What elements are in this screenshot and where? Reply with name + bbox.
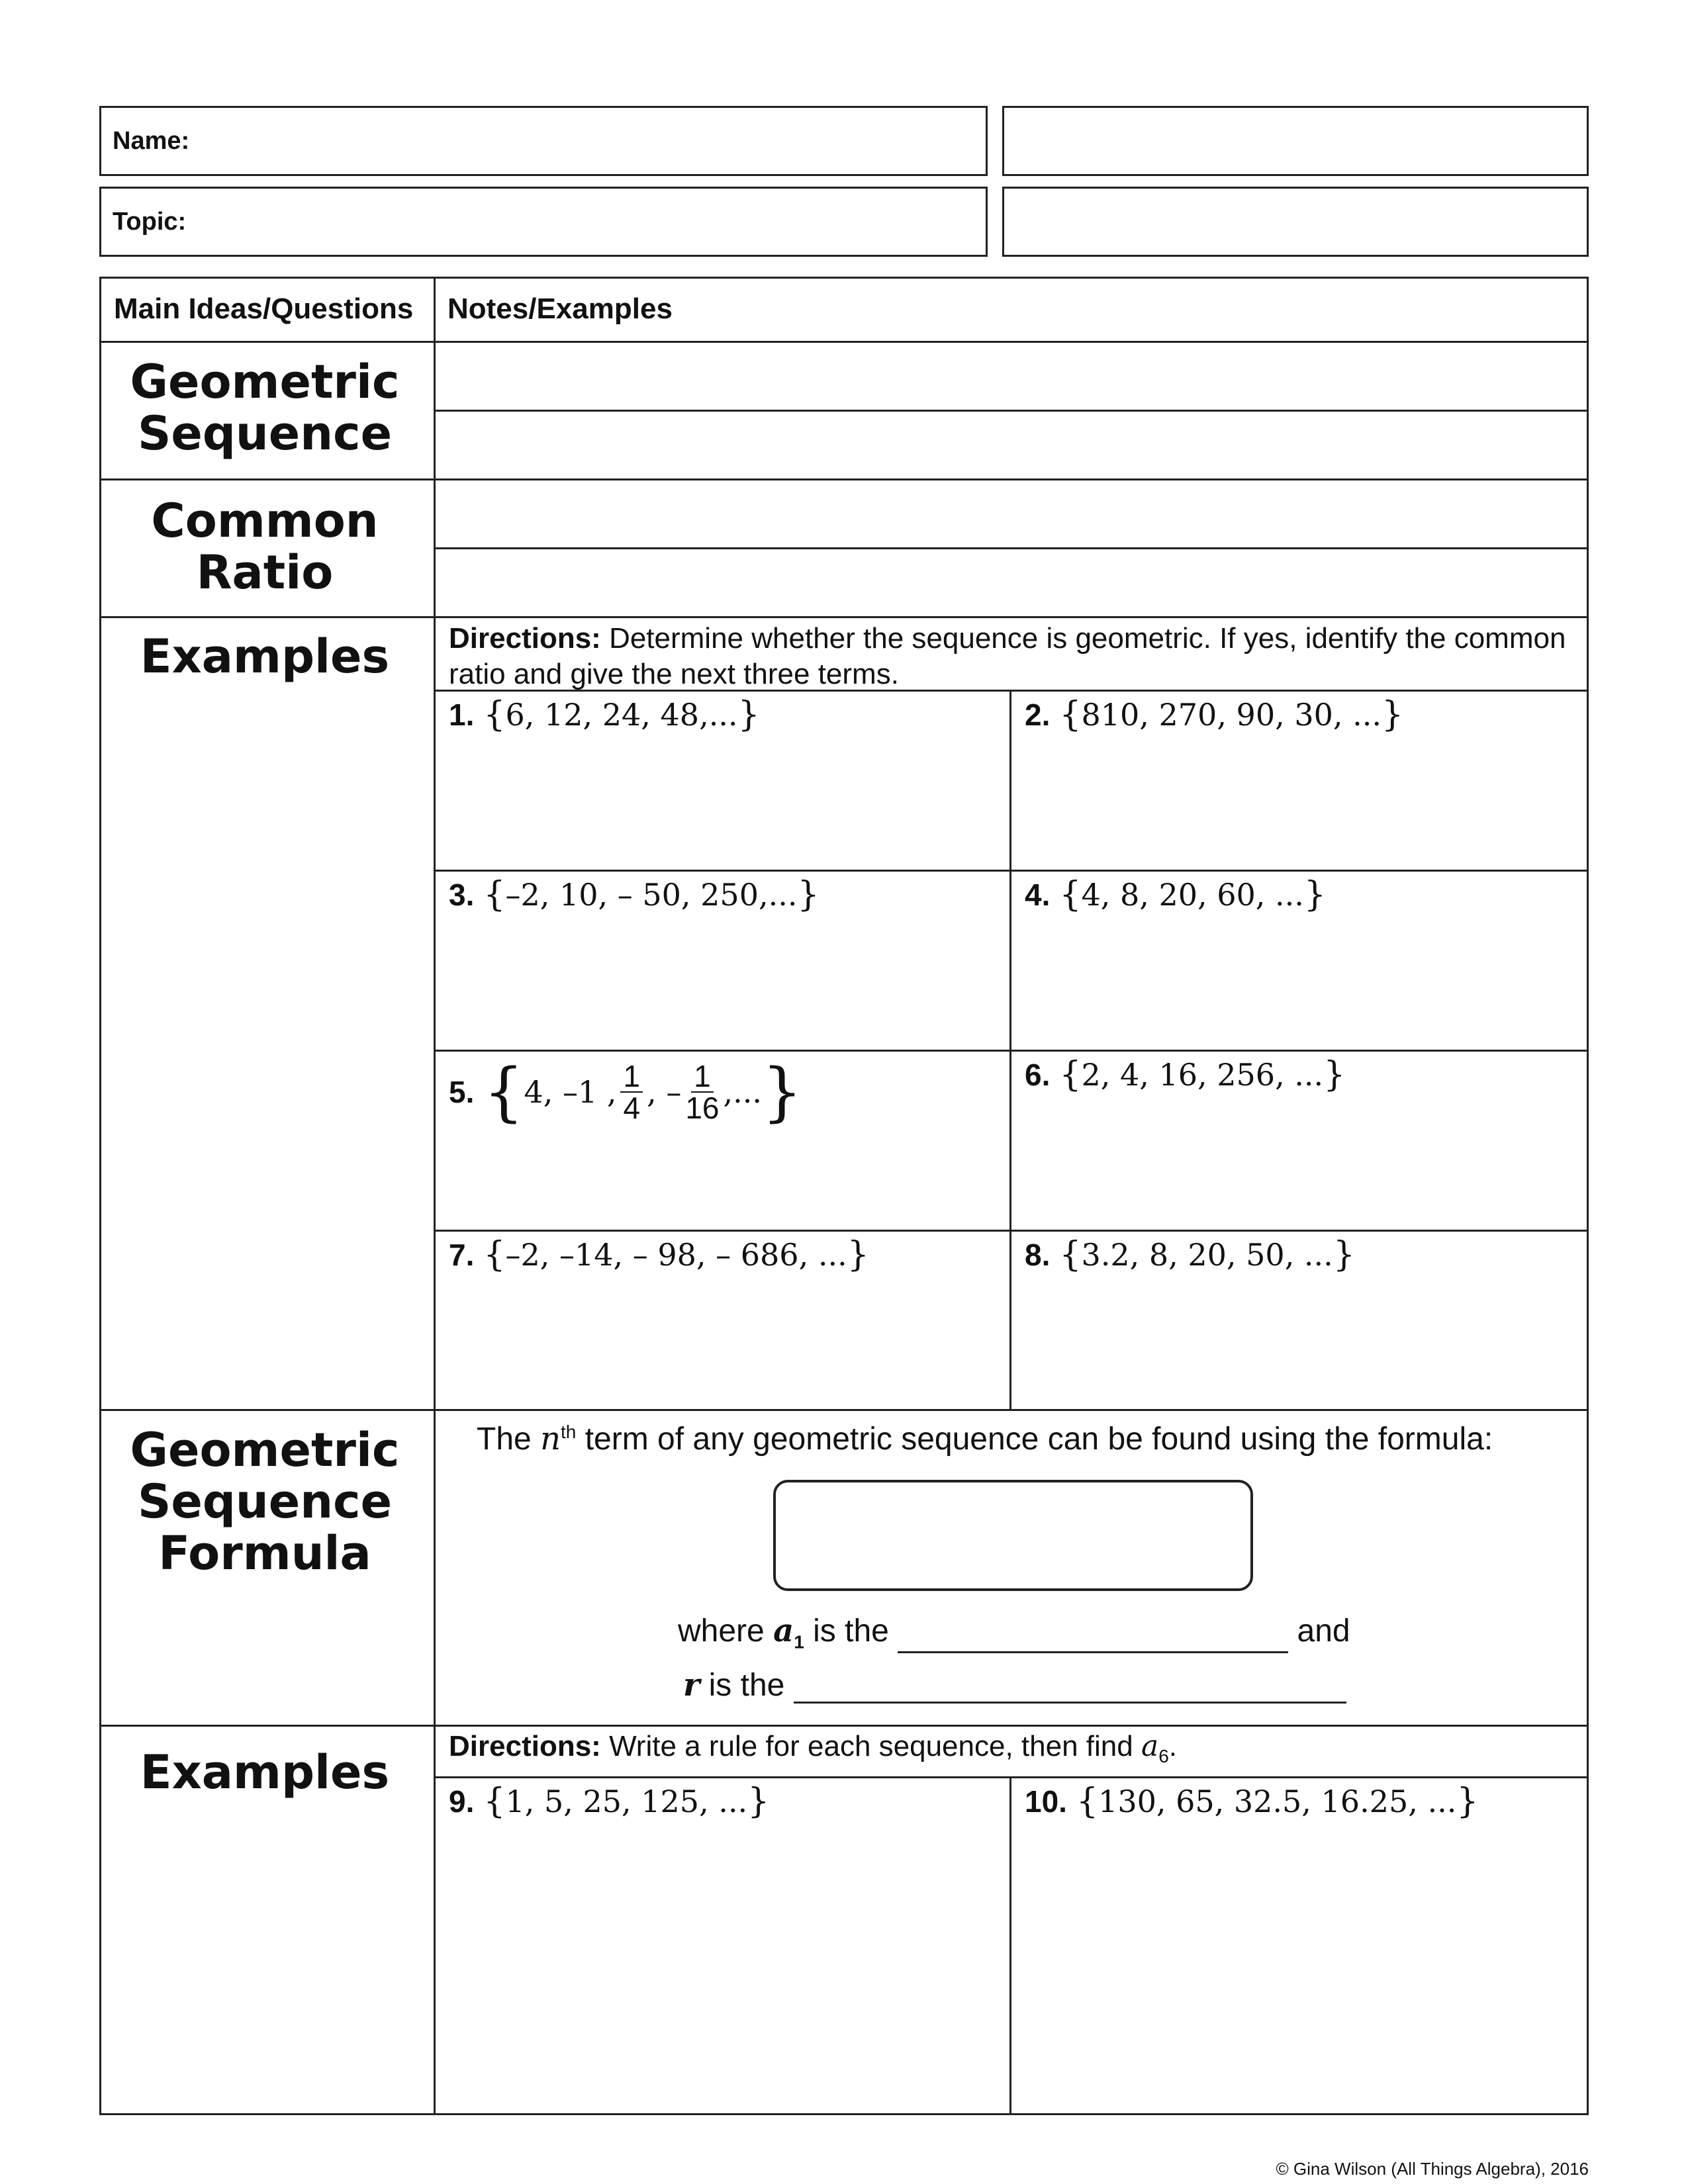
directions-1 [449, 621, 1574, 692]
formula-intro: The $n^{th}$ term of any geometric sequence can be found using the formula: [477, 1420, 1493, 1457]
directions-text: Write a rule for each sequence, then find [609, 1730, 1133, 1762]
examples-label-2: Examples [140, 1745, 390, 1799]
row-divider [99, 1409, 1589, 1411]
problem-4: 4. { 4, 8, 20, 60, ... } [1025, 875, 1327, 915]
examples-grid-divider [1009, 1776, 1011, 2115]
directions-text: Determine whether the sequence is geometric. If yes, identify the common ratio and give the next three terms. [449, 622, 1566, 690]
notes-examples-header: Notes/Examples [447, 293, 673, 325]
problem-2: 2. { 810, 270, 90, 30, ... } [1025, 695, 1404, 735]
directions-label: Directions: [449, 1730, 601, 1762]
topic-label: Topic: [113, 208, 187, 236]
name-side-field[interactable] [1002, 106, 1589, 176]
row-divider [99, 616, 1589, 618]
name-field[interactable] [99, 106, 988, 176]
problem-7: 7. { –2, –14, – 98, – 686, ... } [449, 1235, 869, 1275]
formula-a1-line: where $a_1$ is the and [678, 1612, 1350, 1653]
formula-answer-box[interactable] [773, 1480, 1253, 1591]
problem-5: 5. { 4, –1 , $\frac{1}{4}$ , – $\frac{1}{16}$ ,... } [449, 1055, 803, 1129]
geometric-sequence-label: Geometric Sequence [130, 355, 400, 461]
problem-6: 6. { 2, 4, 16, 256, ... } [1025, 1055, 1346, 1095]
directions-label: Directions: [449, 622, 601, 655]
geometric-sequence-formula-label: Geometric Sequence Formula [130, 1423, 400, 1580]
fraction-one-quarter: $\frac{1}{4}$ [620, 1061, 643, 1123]
grid-line [434, 1230, 1589, 1232]
copyright-footer: © Gina Wilson (All Things Algebra), 2016 [1276, 2159, 1589, 2179]
topic-field[interactable] [99, 187, 988, 257]
a1-blank[interactable] [898, 1621, 1288, 1653]
directions-2: Directions: Write a rule for each sequence, then find $a_6$. [449, 1729, 1177, 1766]
problem-8: 8. { 3.2, 8, 20, 50, ... } [1025, 1235, 1355, 1275]
column-divider [434, 277, 436, 2115]
common-ratio-label: Common Ratio [151, 494, 379, 600]
problem-9: 9. { 1, 5, 25, 125, ... } [449, 1782, 770, 1821]
problem-10: 10. { 130, 65, 32.5, 16.25, ... } [1025, 1782, 1479, 1821]
note-line [434, 547, 1589, 549]
row-divider [99, 1725, 1589, 1727]
r-blank[interactable] [794, 1671, 1346, 1704]
problem-1: 1. { 6, 12, 24, 48,... } [449, 695, 760, 735]
row-divider [99, 478, 1589, 480]
note-line [434, 410, 1589, 412]
examples-label: Examples [140, 629, 390, 684]
name-label: Name: [113, 127, 190, 155]
main-ideas-header: Main Ideas/Questions [114, 293, 414, 325]
grid-line [434, 1050, 1589, 1052]
grid-line [434, 870, 1589, 872]
problem-3: 3. { –2, 10, – 50, 250,... } [449, 875, 820, 915]
row-divider [99, 341, 1589, 343]
formula-r-line: r is the [683, 1666, 1346, 1704]
topic-side-field[interactable] [1002, 187, 1589, 257]
fraction-one-sixteenth: $\frac{1}{16}$ [685, 1059, 720, 1125]
